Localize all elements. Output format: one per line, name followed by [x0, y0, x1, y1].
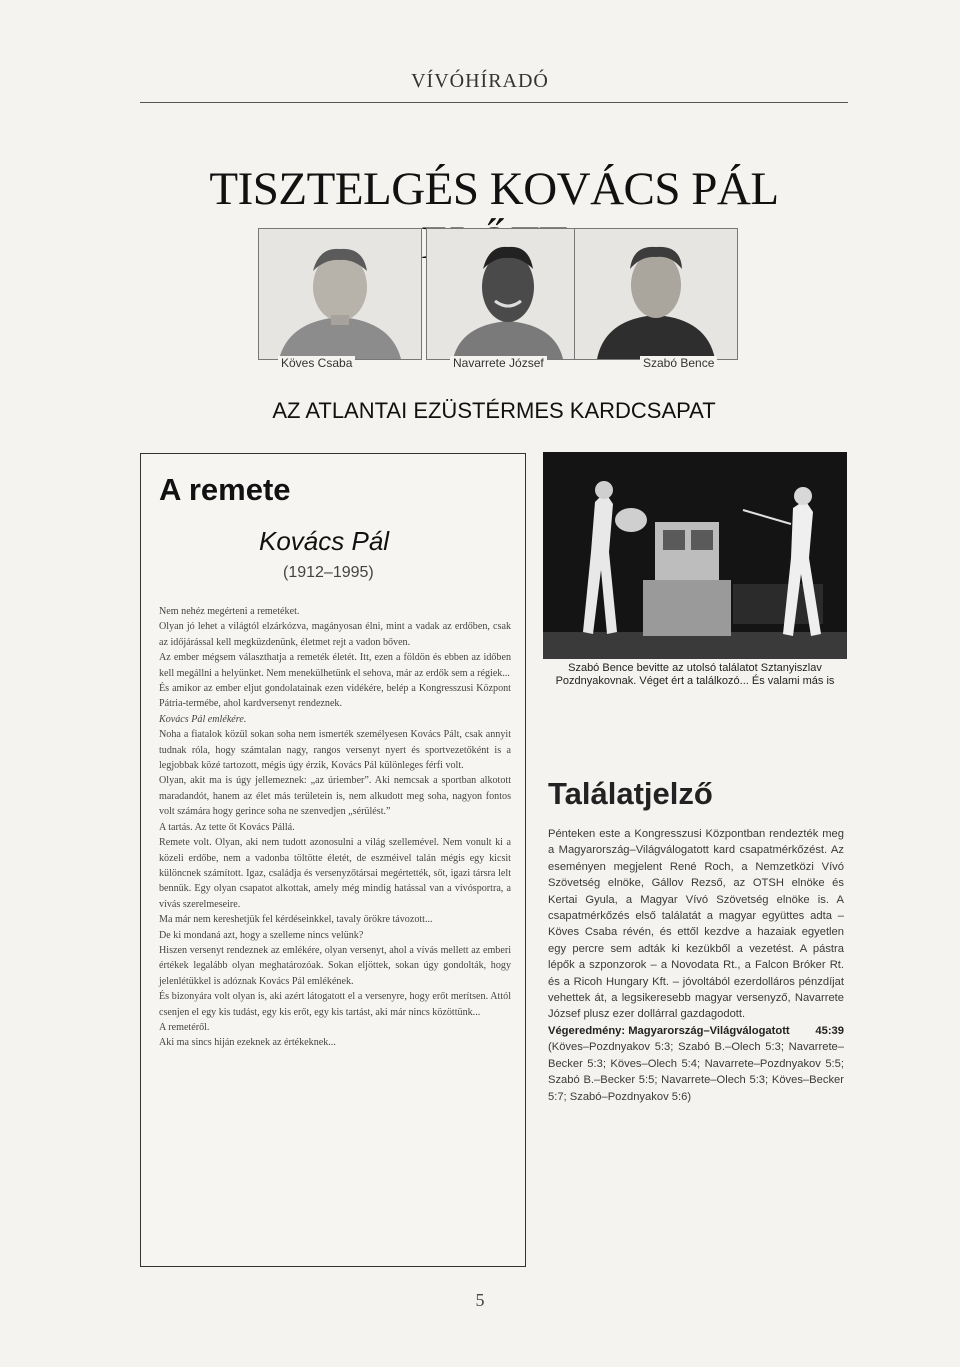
portrait-image [427, 229, 589, 359]
article-title: TISZTELGÉS KOVÁCS PÁL [209, 163, 779, 215]
fencing-photo-caption: Szabó Bence bevitte az utolsó találatot Sztanyiszlav Pozdnyakovnak. Véget ért a találkozó... És valami más is [555, 662, 835, 687]
header-divider [140, 102, 848, 103]
portrait-szabo-bence [574, 228, 738, 360]
portrait-navarrete-jozsef [426, 228, 590, 360]
talalatjelzo-paragraph: Pénteken este a Kongresszusi Központban rendezték meg a Magyarország–Világválogatott kard csapatmérkőzést. Az eseményen megjelent René Roch, a Nemzetközi Vívó Szövetség elnöke, Gállov Rezső, az OTSH elnöke és Kertai Gyula, a Magyar Vívó Szövetség elnöke is. A csapatmérkőzés első találatát a magyar együttes adta – Köves Csaba révén, és ettől kezdve a hazaiak egyetlen egy percre sem adták ki kezükből a vezetést. A pástra lépők a szponzorok – a Novodata Rt., a Falcon Bróker Rt. és a Ricoh Hungary Kft. – jóvoltából ezerdolláros pénzdíjat vehettek át, a legsikeresebb magyar versenyző, Navarrete József plusz ezer dollárral gazdagodott. [548, 828, 844, 1021]
remete-paragraph: A tartás. Az tette őt Kovács Pállá. [159, 821, 295, 833]
remete-paragraph: Remete volt. Olyan, aki nem tudott azonosulni a világ szellemével. Nem vonult ki a közeli erdőbe, nem a vadonba töltötte életét, de eszméivel talán mégis egy kicsit különcnek számított. Igaz, családja és versenyzőtársai megértették, sőt, igazi társra lelt bennük. Egy olyan csapatot alkottak, amely még mindig hatással van a vívósportra, a vívás szerelmeseire. [159, 837, 511, 910]
final-result-match: Magyarország–Világválogatott [628, 1024, 790, 1037]
final-result-details: (Köves–Pozdnyakov 5:3; Szabó B.–Olech 5:3; Navarrete–Becker 5:3; Köves–Olech 5:4; Navarrete–Pozdnyakov 5:5; Szabó B.–Becker 5:5; Navarrete–Olech 5:3; Köves–Becker 5:7; Szabó–Pozdnyakov 5:6) [548, 1041, 844, 1103]
remete-paragraph: Hiszen versenyt rendeznek az emlékére, olyan versenyt, ahol a vívás mellett az emberi értékek legalább olyan meghatározóak. Sokan eljöttek, sokan úgy gondolták, hogy jelenlétükkel is adóznak Kovács Pál emlékének. [159, 944, 511, 987]
remete-paragraph: És amikor az ember eljut gondolatainak ezen vidékére, belép a Kongresszusi Központ Pátria-termébe, ahol kardversenyt rendeznek. [159, 683, 511, 710]
remete-years: (1912–1995) [283, 564, 374, 581]
photo-caption-szabo: Szabó Bence [640, 356, 717, 370]
remete-subject-name: Kovács Pál [259, 526, 390, 556]
talalatjelzo-body [548, 826, 844, 1105]
magazine-header: VÍVÓHÍRADÓ [411, 70, 549, 92]
remete-paragraph: A remetéről. [159, 1021, 210, 1033]
remete-heading: A remete [159, 472, 291, 507]
page-number: 5 [475, 1290, 485, 1310]
fencing-bout-photo [543, 452, 847, 659]
final-result-label: Végeredmény: [548, 1024, 626, 1037]
talalatjelzo-heading: Találatjelző [548, 776, 713, 811]
remete-body [159, 604, 511, 1051]
photo-caption-navarrete: Navarrete József [450, 356, 547, 370]
remete-paragraph: De ki mondaná azt, hogy a szelleme nincs velünk? [159, 929, 364, 941]
portrait-koves-csaba [258, 228, 422, 360]
final-result-score: 45:39 [815, 1024, 844, 1037]
team-photos [258, 228, 736, 380]
portrait-image [575, 229, 737, 359]
final-result [548, 1023, 844, 1039]
remete-paragraph: Az ember mégsem választhatja a remeték életét. Itt, ezen a földön és ebben az időben kell megállni a helyünket. Nem menekülhetünk el sehova, már az erdők sem a régiek... [159, 652, 511, 679]
remete-paragraph: Olyan, akit ma is úgy jellemeznek: „az úriember”. Aki nemcsak a sportban alkotott maradandót, hanem az élet más területein is, nem alkudott meg soha, nagyon fontos volt számára hogy gerince soha ne szenvedjen „sérülést.” [159, 775, 511, 818]
fencing-scene-image [543, 452, 847, 659]
remete-article [140, 453, 526, 1267]
remete-paragraph: És bizonyára volt olyan is, aki azért látogatott el a versenyre, hogy erőt merítsen. Attól csenjen el egy kis tudást, egy kis erőt, egy kis tartást, aki már nincs közöttünk... [159, 991, 511, 1018]
remete-paragraph: Nem nehéz megérteni a remetéket. [159, 606, 300, 617]
remete-paragraph: Noha a fiatalok közül sokan soha nem ismerték személyesen Kovács Pált, csak annyit tudnak róla, hogy számtalan nagy, rangos versenyt nyert és sportvezetőként is a legjobbak közé tartozott, mégis úgy érzik, Kovács Pál különleges férfi volt. [159, 729, 511, 772]
photo-caption-koves: Köves Csaba [278, 356, 355, 370]
remete-paragraph: Ma már nem kereshetjük fel kérdéseinkkel, tavaly örökre távozott... [159, 914, 433, 926]
remete-paragraph: Aki ma sincs hiján ezeknek az értékeknek... [159, 1037, 336, 1049]
team-title: AZ ATLANTAI EZÜSTÉRMES KARDCSAPAT [272, 398, 716, 423]
remete-paragraph: Olyan jó lehet a világtól elzárkózva, magányosan élni, mint a vadak az erdőben, csak az időjárással kell megküzdenünk, életmet rejt a vadon bőven. [159, 621, 511, 648]
portrait-image [259, 229, 421, 359]
remete-paragraph: Kovács Pál emlékére. [159, 713, 247, 725]
